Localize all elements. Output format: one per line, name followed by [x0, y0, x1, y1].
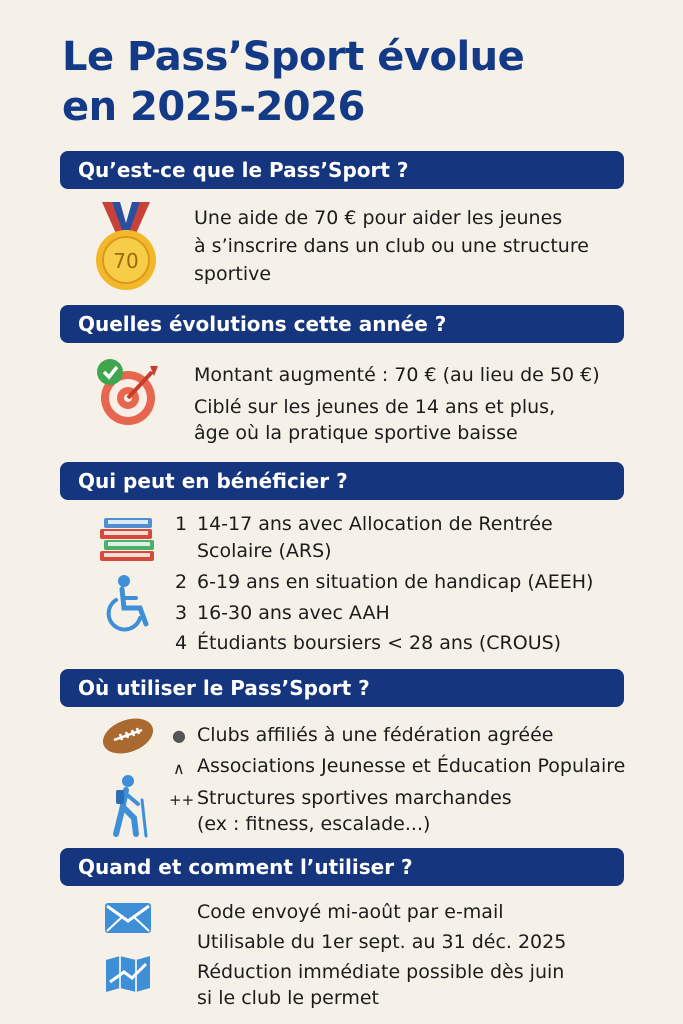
- who-item-4: Étudiants boursiers < 28 ans (CROUS): [197, 632, 562, 654]
- section-heading-what: Qu’est-ce que le Pass’Sport ?: [60, 151, 624, 189]
- where-item-2: Associations Jeunesse et Éducation Populaire: [197, 755, 626, 777]
- changes-line-1: Montant augmenté : 70 € (au lieu de 50 €): [194, 364, 600, 386]
- medal-icon: [92, 200, 160, 292]
- who-item-2: 6-19 ans en situation de handicap (AEEH): [197, 571, 594, 593]
- where-item-1: Clubs affiliés à une fédération agréée: [197, 724, 554, 746]
- who-item-number: 2: [175, 571, 188, 593]
- medal-label: 70: [113, 249, 139, 273]
- what-line-1: Une aide de 70 € pour aider les jeunes: [194, 207, 563, 229]
- title-line-1: Le Pass’Sport évolue: [62, 34, 525, 80]
- when-line-4: si le club le permet: [197, 987, 379, 1009]
- who-item-number: 1: [175, 513, 188, 535]
- when-line-3: Réduction immédiate possible dès juin: [197, 961, 565, 983]
- when-line-2: Utilisable du 1er sept. au 31 déc. 2025: [197, 931, 567, 953]
- wheelchair-icon: [102, 574, 158, 632]
- section-heading-when: Quand et comment l’utiliser ?: [60, 848, 624, 886]
- who-item-number: 3: [175, 602, 188, 624]
- map-icon: [104, 954, 152, 994]
- who-item-number: 4: [175, 632, 188, 654]
- title-line-2: en 2025-2026: [62, 84, 365, 130]
- books-icon: [98, 516, 158, 564]
- page-title: [62, 32, 662, 132]
- where-item-3-line-1: Structures sportives marchandes: [197, 787, 512, 809]
- changes-line-3: âge où la pratique sportive baisse: [194, 422, 518, 444]
- who-item-1-line-2: Scolaire (ARS): [197, 540, 332, 562]
- who-item-1-line-1: 14-17 ans avec Allocation de Rentrée: [197, 513, 553, 535]
- where-bullet-1: ●: [172, 726, 186, 745]
- section-heading-where: Où utiliser le Pass’Sport ?: [60, 669, 624, 707]
- what-line-3: sportive: [194, 263, 272, 285]
- changes-line-2: Ciblé sur les jeunes de 14 ans et plus,: [194, 396, 556, 418]
- when-line-1: Code envoyé mi-août par e-mail: [197, 901, 504, 923]
- who-item-3: 16-30 ans avec AAH: [197, 602, 390, 624]
- where-item-3-line-2: (ex : fitness, escalade...): [197, 813, 431, 835]
- mail-icon: [104, 902, 152, 934]
- hiker-icon: [108, 774, 152, 838]
- section-heading-changes: Quelles évolutions cette année ?: [60, 305, 624, 343]
- section-heading-who: Qui peut en bénéficier ?: [60, 462, 624, 500]
- target-check-icon: [96, 356, 160, 428]
- where-bullet-2: ∧: [173, 759, 185, 778]
- what-line-2: à s’inscrire dans un club ou une structure: [194, 235, 589, 257]
- where-bullet-3: ++: [169, 791, 195, 809]
- football-icon: [100, 714, 156, 758]
